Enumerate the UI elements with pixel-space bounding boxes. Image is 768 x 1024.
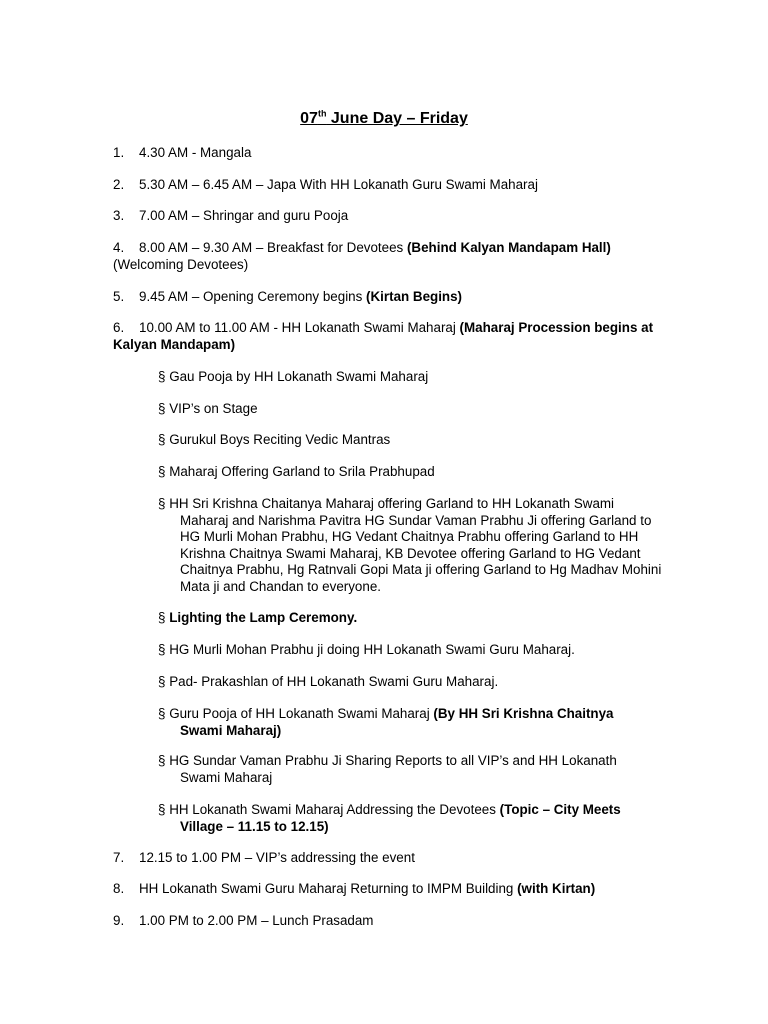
- sub-item: § Maharaj Offering Garland to Srila Prabhupad: [158, 464, 435, 479]
- section-bullet-icon: §: [158, 674, 166, 689]
- section-bullet-icon: §: [158, 496, 166, 511]
- sub-item: § Gurukul Boys Reciting Vedic Mantras: [158, 432, 391, 447]
- sub-item: § Lighting the Lamp Ceremony.: [158, 610, 358, 625]
- sub-item: § Gau Pooja by HH Lokanath Swami Maharaj: [158, 369, 429, 384]
- schedule-item-3: 3. 7.00 AM – Shringar and guru Pooja: [113, 208, 349, 223]
- schedule-item-5: 5. 9.45 AM – Opening Ceremony begins (Kirtan Begins): [113, 289, 463, 304]
- schedule-item-1: 1. 4.30 AM - Mangala: [113, 145, 252, 160]
- section-bullet-icon: §: [158, 369, 166, 384]
- sub-item: § VIP’s on Stage: [158, 401, 258, 416]
- sub-item: § Guru Pooja of HH Lokanath Swami Maharaj (By HH Sri Krishna Chaitnya Swami Maharaj): [158, 706, 614, 738]
- sub-item: § Pad- Prakashlan of HH Lokanath Swami Guru Maharaj.: [158, 674, 499, 689]
- section-bullet-icon: §: [158, 706, 166, 721]
- schedule-item-2: 2. 5.30 AM – 6.45 AM – Japa With HH Lokanath Guru Swami Maharaj: [113, 177, 538, 192]
- section-bullet-icon: §: [158, 464, 166, 479]
- section-bullet-icon: §: [158, 642, 166, 657]
- schedule-item-7: 7. 12.15 to 1.00 PM – VIP’s addressing the event: [113, 850, 415, 865]
- section-bullet-icon: §: [158, 432, 166, 447]
- schedule-item-4: 4. 8.00 AM – 9.30 AM – Breakfast for Devotees (Behind Kalyan Mandapam Hall) (Welcoming Devotees): [113, 240, 611, 272]
- sub-item: § HH Lokanath Swami Maharaj Addressing the Devotees (Topic – City Meets Village – 11.15 to 12.15): [158, 802, 621, 834]
- section-bullet-icon: §: [158, 610, 166, 625]
- schedule-item-9: 9. 1.00 PM to 2.00 PM – Lunch Prasadam: [113, 913, 374, 928]
- page-title: 07th June Day – Friday: [300, 108, 468, 127]
- section-bullet-icon: §: [158, 802, 166, 817]
- section-bullet-icon: §: [158, 753, 166, 768]
- sub-item: § HG Murli Mohan Prabhu ji doing HH Lokanath Swami Guru Maharaj.: [158, 642, 575, 657]
- sub-item: § HG Sundar Vaman Prabhu Ji Sharing Reports to all VIP’s and HH Lokanath Swami Maharaj: [158, 753, 617, 785]
- schedule-item-8: 8. HH Lokanath Swami Guru Maharaj Returning to IMPM Building (with Kirtan): [113, 881, 596, 896]
- schedule-item-6: 6. 10.00 AM to 11.00 AM - HH Lokanath Swami Maharaj (Maharaj Procession begins at Kalyan Mandapam): [113, 320, 654, 352]
- sub-item: § HH Sri Krishna Chaitanya Maharaj offering Garland to HH Lokanath Swami Maharaj and Narishma Pavitra HG Sundar Vaman Prabhu Ji offering Garland to HG Murli Mohan Prabhu, HG Vedant Chaitnya Prabhu offering Garland to HH Krishna Chaitnya Swami Maharaj, KB Devotee offering Garland to HG Vedant Chaitnya Prabhu, Hg Ratnvali Gopi Mata ji offering Garland to Hg Madhav Mohini Mata ji and Chandan to everyone.: [158, 496, 662, 594]
- section-bullet-icon: §: [158, 401, 166, 416]
